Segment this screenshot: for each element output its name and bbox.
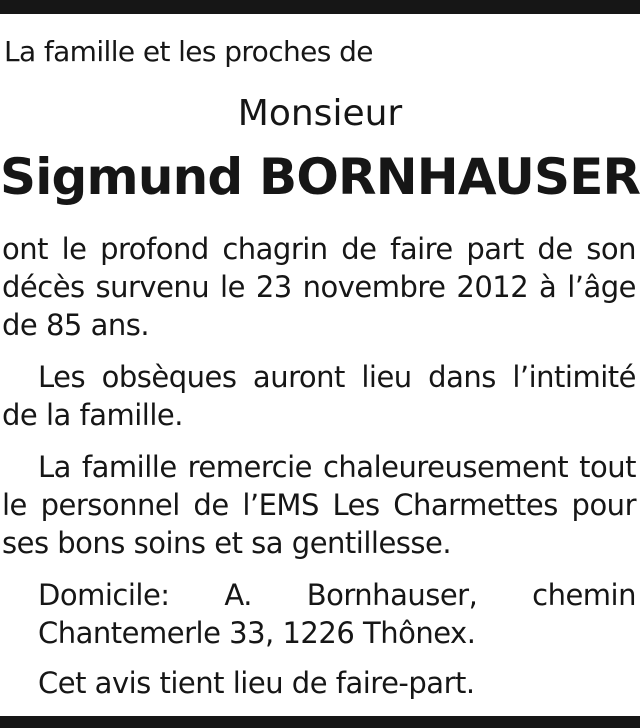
intro-line: La famille et les proches de <box>4 35 373 68</box>
bottom-border-rule <box>0 716 640 728</box>
deceased-name: Sigmund BORNHAUSER <box>0 148 640 206</box>
domicile-paragraph: Domicile: A. Bornhauser, chemin Chantemerle 33, 1226 Thônex. <box>38 578 636 650</box>
funeral-paragraph: Les obsèques auront lieu dans l’intimité de la famille. <box>2 360 636 432</box>
top-border-rule <box>0 0 640 14</box>
thanks-paragraph: La famille remercie chaleureusement tout le personnel de l’EMS Les Charmettes pour ses bons soins et sa gentillesse. <box>2 450 636 560</box>
closing-paragraph: Cet avis tient lieu de faire-part. <box>38 666 475 700</box>
announcement-paragraph: ont le profond chagrin de faire part de son décès survenu le 23 novembre 2012 à l’âge de 85 ans. <box>2 232 636 342</box>
honorific-title: Monsieur <box>237 93 403 134</box>
